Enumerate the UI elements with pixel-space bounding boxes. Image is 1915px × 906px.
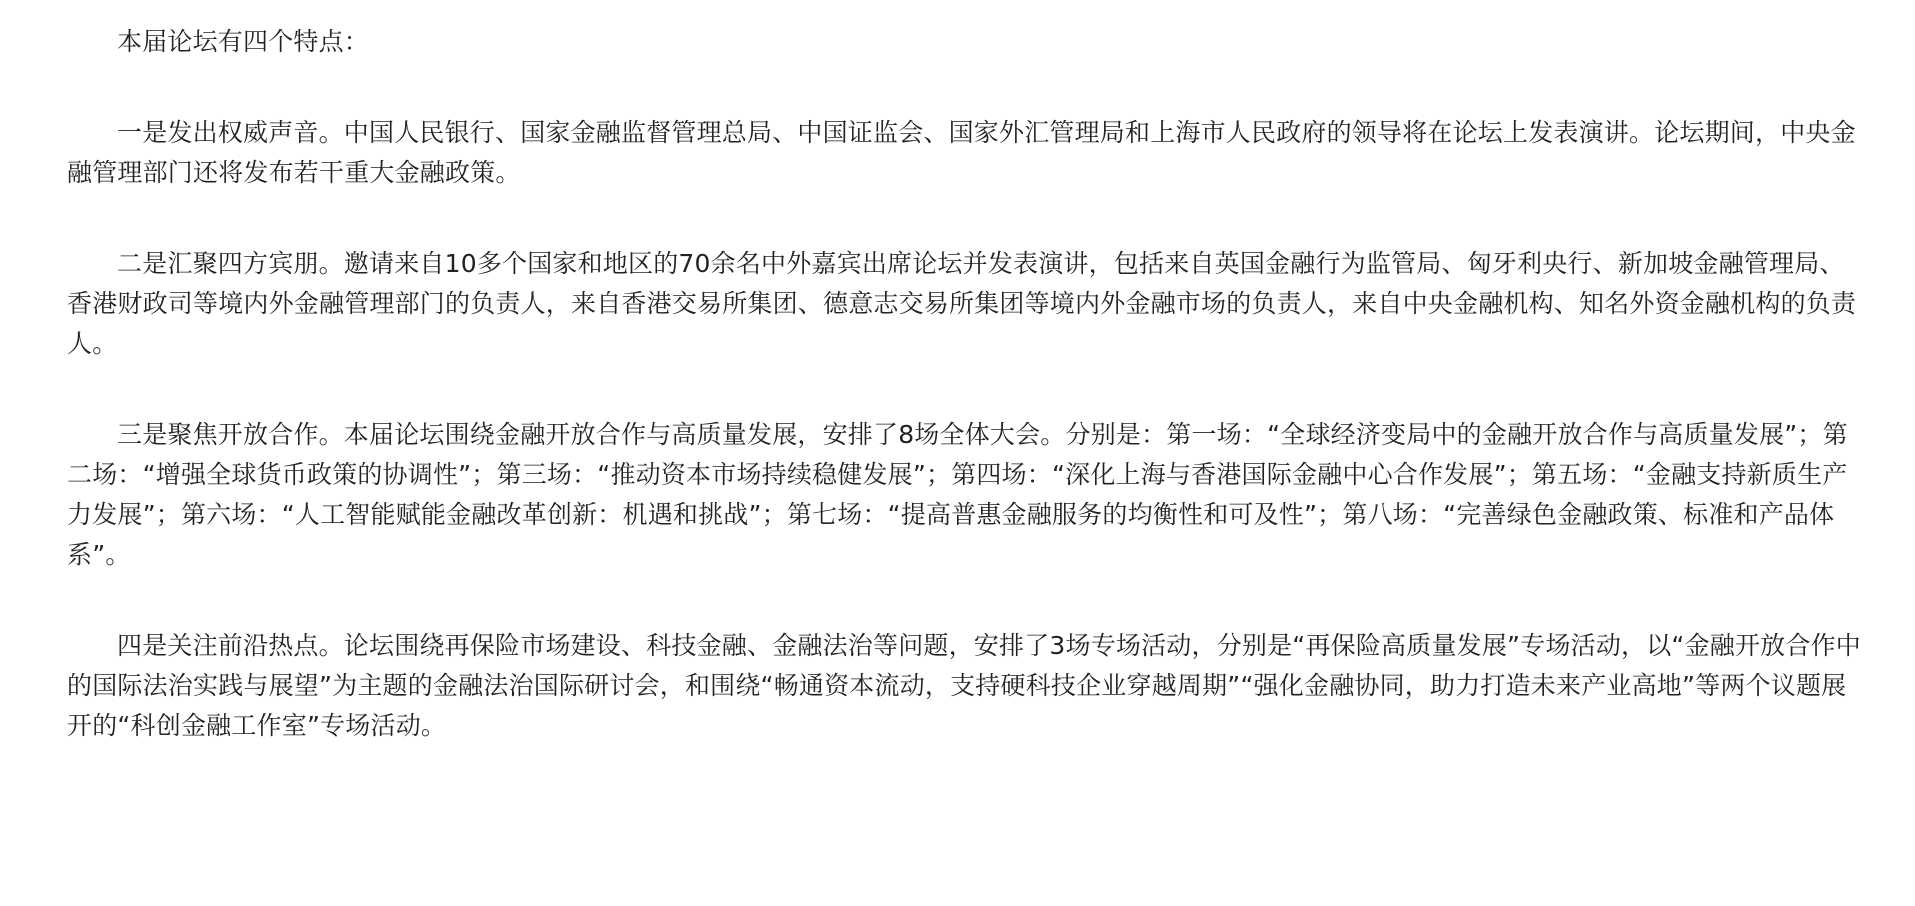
feature-one-paragraph: 一是发出权威声音。中国人民银行、国家金融监督管理总局、中国证监会、国家外汇管理局和上海市人民政府的领导将在论坛上发表演讲。论坛期间，中央金融管理部门还将发布若干重大金融政策。 (67, 118, 1856, 187)
feature-four-paragraph: 四是关注前沿热点。论坛围绕再保险市场建设、科技金融、金融法治等问题，安排了3场专场活动，分别是“再保险高质量发展”专场活动，以“金融开放合作中的国际法治实践与展望”为主题的金融法治国际研讨会，和围绕“畅通资本流动，支持硬科技企业穿越周期”“强化金融协同，助力打造未来产业高地”等两个议题展开的“科创金融工作室”专场活动。 (67, 631, 1861, 740)
article-body (67, 22, 1867, 746)
intro-paragraph: 本届论坛有四个特点： (117, 27, 370, 56)
feature-three-paragraph: 三是聚焦开放合作。本届论坛围绕金融开放合作与高质量发展，安排了8场全体大会。分别是：第一场：“全球经济变局中的金融开放合作与高质量发展”；第二场：“增强全球货币政策的协调性”；第三场：“推动资本市场持续稳健发展”；第四场：“深化上海与香港国际金融中心合作发展”；第五场：“金融支持新质生产力发展”；第六场：“人工智能赋能金融改革创新：机遇和挑战”；第七场：“提高普惠金融服务的均衡性和可及性”；第八场：“完善绿色金融政策、标准和产品体系”。 (67, 420, 1848, 569)
feature-two-paragraph: 二是汇聚四方宾朋。邀请来自10多个国家和地区的70余名中外嘉宾出席论坛并发表演讲，包括来自英国金融行为监管局、匈牙利央行、新加坡金融管理局、香港财政司等境内外金融管理部门的负责人，来自香港交易所集团、德意志交易所集团等境内外金融市场的负责人，来自中央金融机构、知名外资金融机构的负责人。 (67, 249, 1857, 358)
